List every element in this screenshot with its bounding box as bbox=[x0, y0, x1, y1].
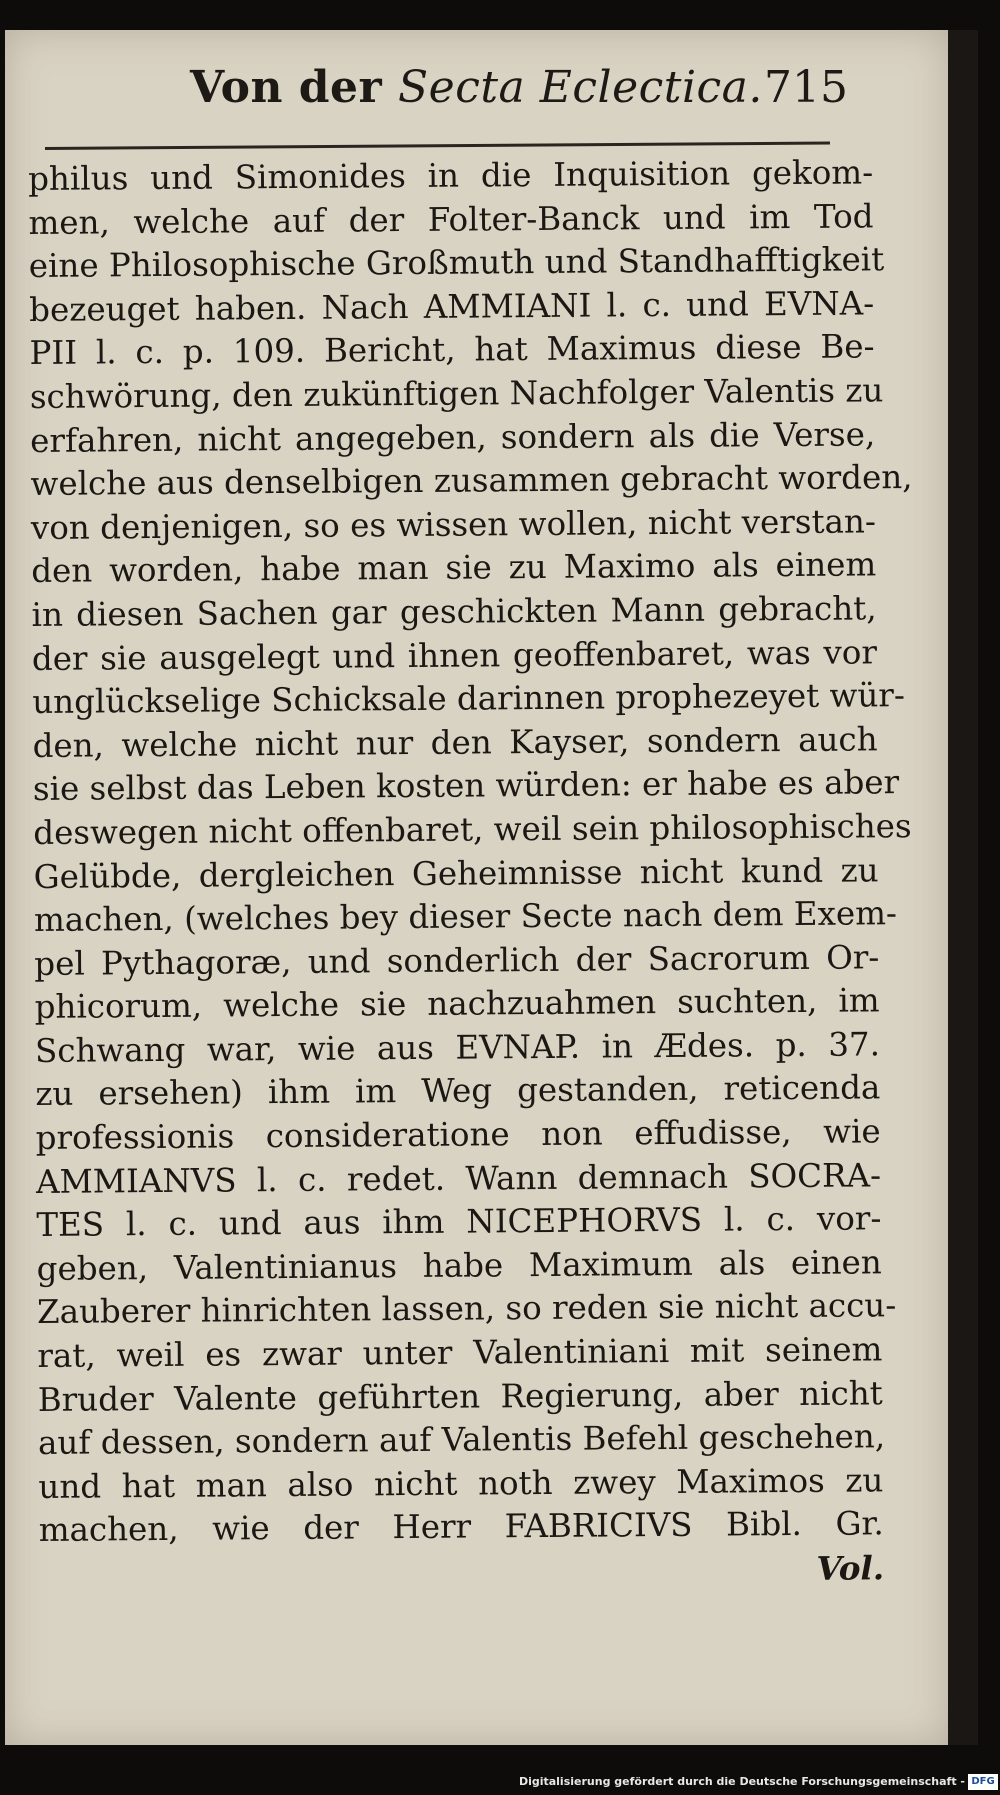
page-header bbox=[190, 52, 860, 132]
page-edge-shadow bbox=[948, 30, 978, 1745]
text-line: geben, Valentinianus habe Maximum als einen bbox=[36, 1243, 882, 1288]
text-line: rat, weil es zwar unter Valentiniani mit seinem bbox=[37, 1330, 883, 1375]
text-line: Zauberer hinrichten lassen, so reden sie nicht accu- bbox=[36, 1286, 897, 1332]
text-line: schwörung, den zukünftigen Nachfolger Valentis zu bbox=[29, 371, 884, 416]
text-line: TES l. c. und aus ihm NICEPHORVS l. c. vor- bbox=[36, 1199, 882, 1245]
text-line: sie selbst das Leben kosten würden: er habe es aber bbox=[32, 763, 900, 809]
running-title-italic: Secta Eclectica. bbox=[398, 62, 763, 113]
text-line: Gelübde, dergleichen Geheimnisse nicht kund zu bbox=[33, 850, 879, 896]
text-line: der sie ausgelegt und ihnen geoffenbaret, was vor bbox=[31, 632, 878, 678]
catchword: Vol. bbox=[816, 1548, 885, 1588]
text-line: bezeuget haben. Nach AMMIANI l. c. und EVNA- bbox=[29, 284, 875, 329]
text-line: men, welche auf der Folter-Banck und im Tod bbox=[28, 196, 874, 242]
text-line: auf dessen, sondern auf Valentis Befehl geschehen, bbox=[37, 1417, 886, 1463]
text-line: PII l. c. p. 109. Bericht, hat Maximus diese Be- bbox=[29, 327, 875, 373]
text-line: machen, wie der Herr FABRICIVS Bibl. Gr. bbox=[38, 1504, 884, 1550]
text-line: welche aus denselbigen zusammen gebracht worden, bbox=[30, 458, 913, 504]
text-line: deswegen nicht offenbaret, weil sein philosophisches bbox=[33, 806, 912, 852]
text-line: philus und Simonides in die Inquisition gekom- bbox=[28, 153, 874, 198]
text-line: unglückselige Schicksale darinnen prophezeyet wür- bbox=[32, 676, 906, 722]
text-line: und hat man also nicht noth zwey Maximos zu bbox=[38, 1461, 884, 1506]
body-text bbox=[28, 151, 913, 1596]
text-line: phicorum, welche sie nachzuahmen suchten, im bbox=[34, 981, 880, 1027]
text-line: AMMIANVS l. c. redet. Wann demnach SOCRA- bbox=[35, 1155, 882, 1201]
text-line: machen, (welches bey dieser Secte nach dem Exem- bbox=[33, 894, 898, 940]
digitization-footer bbox=[518, 1773, 1000, 1795]
running-title-part: Von der bbox=[190, 62, 399, 113]
text-line: Schwang war, wie aus EVNAP. in Ædes. p. 37. bbox=[34, 1025, 881, 1070]
text-line: den, welche nicht nur den Kayser, sondern auch bbox=[32, 720, 878, 765]
text-line: den worden, habe man sie zu Maximo als einem bbox=[31, 545, 877, 591]
text-line: zu ersehen) ihm im Weg gestanden, reticenda bbox=[35, 1068, 881, 1114]
page-number: 715 bbox=[764, 62, 848, 113]
text-line: professionis consideratione non effudisse, wie bbox=[35, 1112, 881, 1158]
footer-credit: Digitalisierung gefördert durch die Deutsche Forschungsgemeinschaft - bbox=[518, 1775, 965, 1788]
text-line: eine Philosophische Großmuth und Standhafftigkeit bbox=[28, 240, 885, 286]
text-line: erfahren, nicht angegeben, sondern als die Verse, bbox=[30, 414, 876, 460]
text-line: Bruder Valente geführten Regierung, aber nicht bbox=[37, 1373, 883, 1419]
running-title bbox=[190, 62, 763, 113]
text-line: pel Pythagoræ, und sonderlich der Sacrorum Or- bbox=[34, 938, 880, 983]
text-line: von denjenigen, so es wissen wollen, nicht verstan- bbox=[30, 502, 877, 547]
dfg-logo: DFG bbox=[968, 1774, 998, 1790]
text-line: in diesen Sachen gar geschickten Mann gebracht, bbox=[31, 589, 877, 634]
